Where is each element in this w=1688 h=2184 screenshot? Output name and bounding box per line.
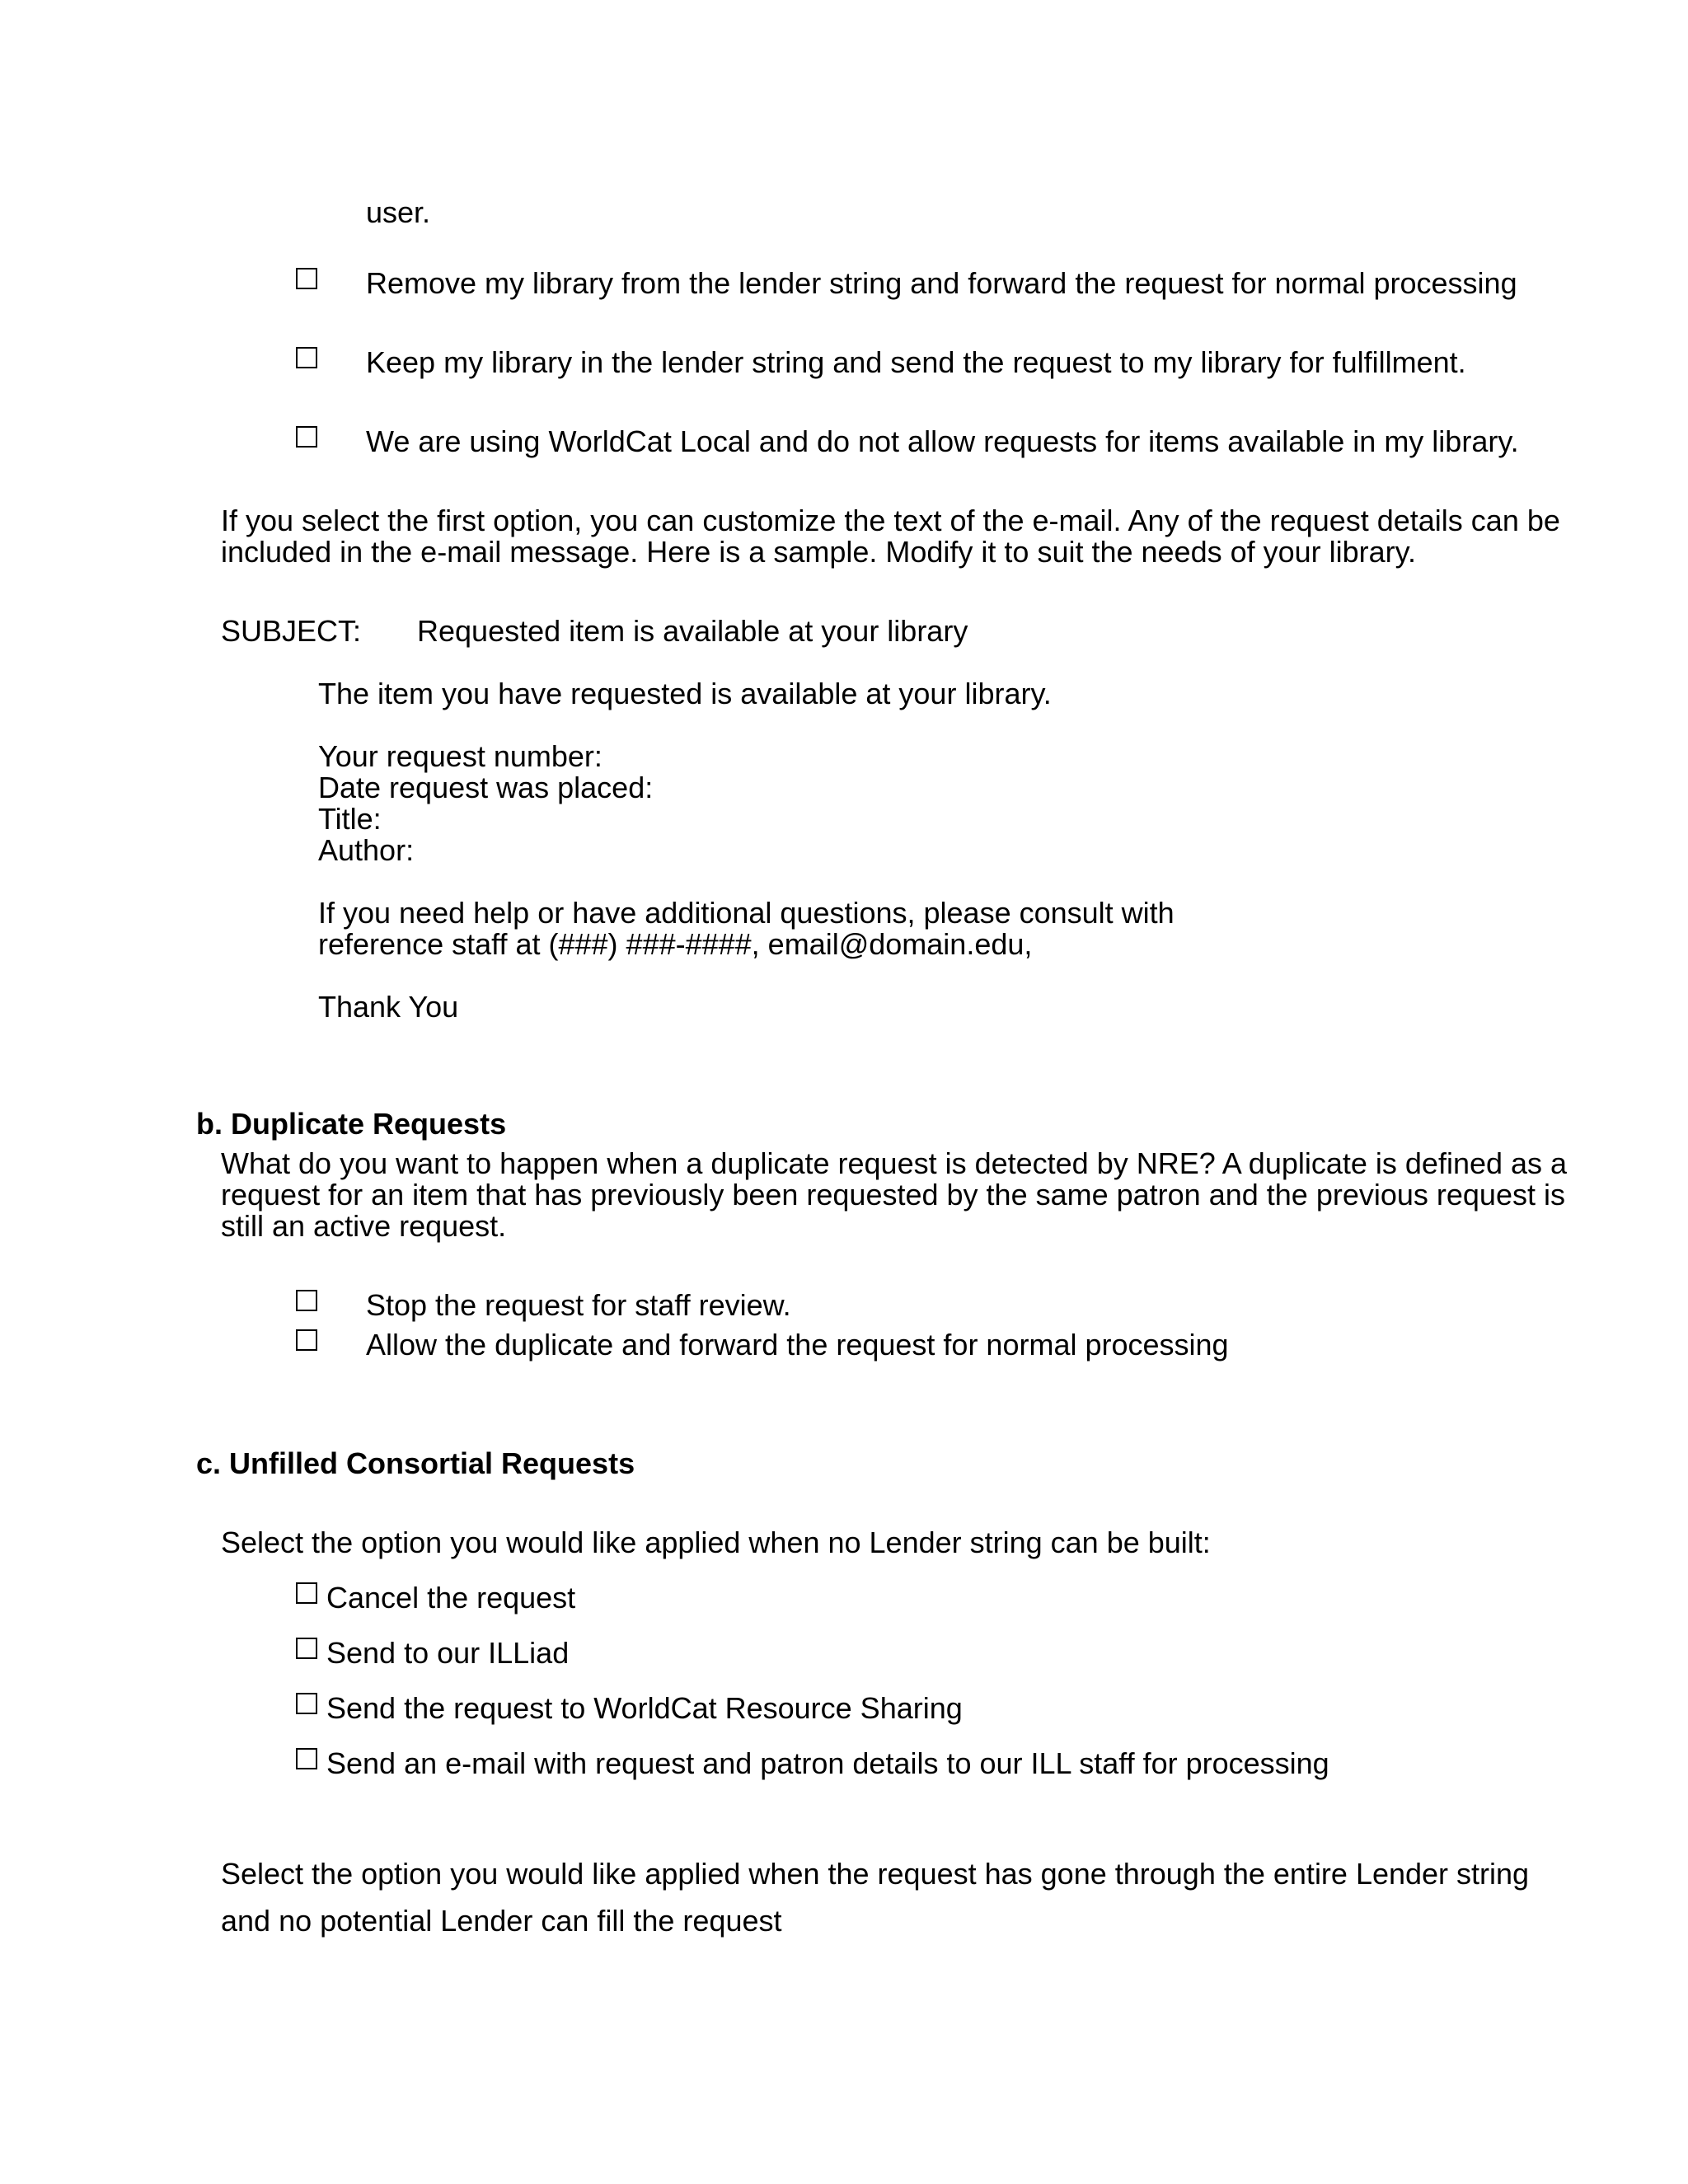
email-subject-value: Requested item is available at your library (417, 614, 968, 648)
option-cancel-request: Cancel the request (326, 1581, 576, 1615)
email-field-author: Author: (318, 833, 415, 867)
section-c-second-prompt-line-2: and no potential Lender can fill the request (221, 1904, 782, 1938)
email-field-date-placed: Date request was placed: (318, 771, 654, 804)
section-b-description-line-3: still an active request. (221, 1209, 507, 1243)
email-subject-label: SUBJECT: (221, 614, 362, 648)
option-worldcat-local: We are using WorldCat Local and do not allow requests for items available in my library. (366, 424, 1519, 458)
option-keep-library: Keep my library in the lender string and send the request to my library for fulfillment. (366, 345, 1466, 379)
email-intro-line-1: If you select the first option, you can customize the text of the e-mail. Any of the request details can be (221, 504, 1560, 537)
checkbox-worldcat-local[interactable] (296, 426, 317, 448)
option-send-worldcat: Send the request to WorldCat Resource Sharing (326, 1691, 963, 1725)
checkbox-stop-request[interactable] (296, 1290, 317, 1311)
checkbox-cancel-request[interactable] (296, 1582, 317, 1604)
checkbox-send-email-ill[interactable] (296, 1748, 317, 1769)
option-stop-request: Stop the request for staff review. (366, 1288, 791, 1322)
option-send-illiad: Send to our ILLiad (326, 1636, 570, 1670)
email-intro-line-2: included in the e-mail message. Here is a sample. Modify it to suit the needs of your library. (221, 535, 1417, 569)
option-send-email-ill: Send an e-mail with request and patron details to our ILL staff for processing (326, 1746, 1329, 1780)
option-allow-duplicate: Allow the duplicate and forward the request for normal processing (366, 1328, 1229, 1361)
section-c-second-prompt-line-1: Select the option you would like applied when the request has gone through the entire Lender string (221, 1857, 1530, 1891)
email-help-line-1: If you need help or have additional questions, please consult with (318, 896, 1175, 930)
email-help-line-2: reference staff at (###) ###-####, email@domain.edu, (318, 927, 1033, 961)
email-field-request-number: Your request number: (318, 739, 603, 773)
email-field-title: Title: (318, 802, 382, 836)
section-c-heading: c. Unfilled Consortial Requests (196, 1446, 635, 1480)
email-closing: Thank You (318, 990, 459, 1024)
email-body-intro: The item you have requested is available at your library. (318, 677, 1052, 710)
section-b-heading: b. Duplicate Requests (196, 1107, 507, 1141)
section-c-prompt: Select the option you would like applied when no Lender string can be built: (221, 1526, 1211, 1559)
checkbox-allow-duplicate[interactable] (296, 1329, 317, 1351)
checkbox-remove-library[interactable] (296, 268, 317, 289)
checkbox-keep-library[interactable] (296, 347, 317, 368)
checkbox-send-illiad[interactable] (296, 1638, 317, 1659)
checkbox-send-worldcat[interactable] (296, 1693, 317, 1714)
continued-text: user. (366, 195, 431, 229)
section-b-description-line-1: What do you want to happen when a duplicate request is detected by NRE? A duplicate is defined as a (221, 1146, 1568, 1180)
option-remove-library: Remove my library from the lender string and forward the request for normal processing (366, 266, 1517, 300)
section-b-description-line-2: request for an item that has previously been requested by the same patron and the previous request is (221, 1178, 1565, 1212)
